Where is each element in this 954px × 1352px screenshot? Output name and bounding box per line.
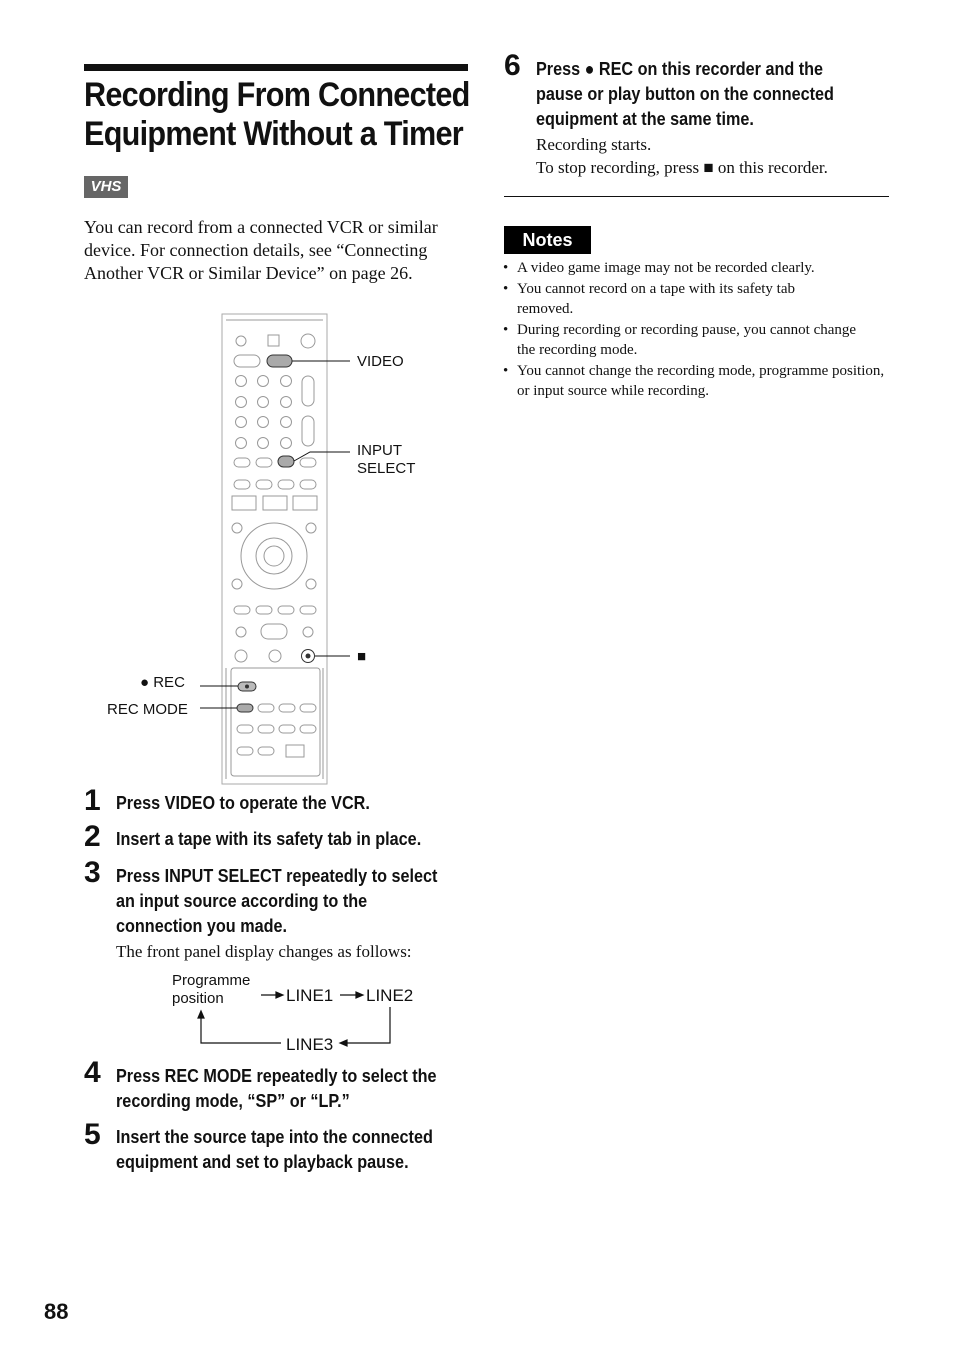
flow-position-label: position [172,990,224,1007]
notes-badge: Notes [504,226,591,254]
step-number: 1 [84,784,101,817]
step-number: 5 [84,1118,101,1151]
note-item: • You cannot record on a tape with its safety tab removed. [503,279,847,320]
step-6-text: Press ● REC on this recorder and the pause or play button on the connected equipment at the same time. [536,59,834,129]
section-divider [504,196,889,197]
page-number: 88 [44,1299,69,1324]
step-number: 3 [84,856,101,889]
input-flow-diagram [0,0,480,1060]
step-number: 6 [504,49,521,82]
flow-programme-label: Programme [172,972,251,989]
input-select-callout-label-2: SELECT [357,460,416,477]
rec-callout-label: ● REC [140,674,185,691]
vhs-badge: VHS [84,176,128,198]
stop-callout-label: ■ [357,648,367,665]
step-4-text: Press REC MODE repeatedly to select the recording mode, “SP” or “LP.” [116,1066,437,1111]
video-callout-label: VIDEO [357,353,404,370]
page-title: Recording From Connected Equipment Without a Timer [84,76,470,153]
step-5-text: Insert the source tape into the connected equipment and set to playback pause. [116,1127,433,1172]
step-number: 4 [84,1056,101,1089]
step-1-text: Press VIDEO to operate the VCR. [116,793,370,813]
flow-line1-label: LINE1 [286,986,334,1005]
step-6-body: Recording starts. To stop recording, press ■ on this recorder. [536,135,828,177]
input-select-callout-label: INPUT [357,442,402,459]
step-3-body: The front panel display changes as follows: [116,942,412,961]
note-item: • You cannot change the recording mode, programme position, or input source while recording. [503,361,892,402]
step-number: 2 [84,820,101,853]
flow-line3-label: LINE3 [286,1035,334,1054]
intro-paragraph: You can record from a connected VCR or similar device. For connection details, see “Connecting Another VCR or Similar Device” on page 26. [84,217,438,283]
flow-line2-label: LINE2 [366,986,414,1005]
notes-list [503,258,893,402]
step-3-text: Press INPUT SELECT repeatedly to select an input source according to the connection you made. [116,866,438,936]
rec-mode-callout-label: REC MODE [107,701,188,718]
note-item: • A video game image may not be recorded clearly. [503,258,893,279]
step-2-text: Insert a tape with its safety tab in place. [116,829,422,849]
note-item: • During recording or recording pause, you cannot change the recording mode. [503,320,862,361]
